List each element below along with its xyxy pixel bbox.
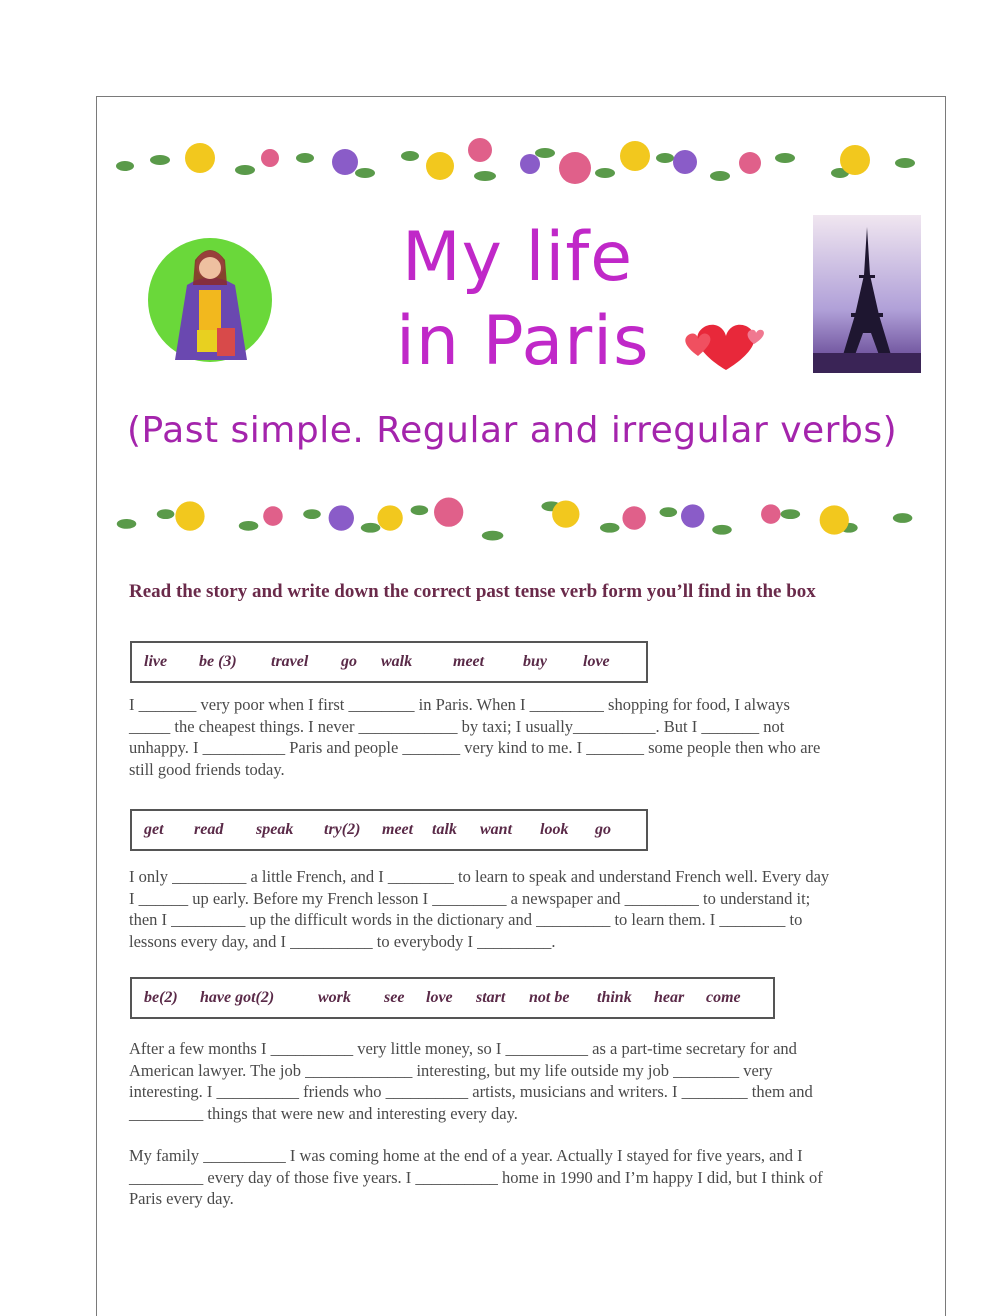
- word-box-item: travel: [271, 653, 309, 670]
- word-box-3: [130, 977, 775, 1019]
- woman-clipart: [147, 230, 273, 375]
- paragraph-line: American lawyer. The job _____________ interesting, but my life outside my job ________ very: [129, 1060, 773, 1080]
- word-box-item: meet: [382, 821, 414, 838]
- paragraph-line: Paris every day.: [129, 1189, 234, 1208]
- paragraph-line: I _______ very poor when I first ________ in Paris. When I _________ shopping for food, I always: [129, 695, 790, 714]
- flower-garland-top: [105, 128, 945, 198]
- word-box-item: have got(2): [200, 989, 275, 1006]
- word-box-item: get: [144, 821, 164, 838]
- title-line-2: in Paris: [396, 302, 650, 381]
- paragraph-3: [129, 1038, 929, 1124]
- paragraph-line: _________ things that were new and interesting every day.: [129, 1103, 518, 1123]
- word-box-item: look: [540, 821, 569, 838]
- paragraph-2: [129, 866, 929, 952]
- hearts-icon: [676, 314, 772, 376]
- word-box-item: be (3): [199, 653, 237, 670]
- word-box-item: want: [480, 821, 513, 838]
- paragraph-line: My family __________ I was coming home at the end of a year. Actually I stayed for five years, and I: [129, 1146, 803, 1165]
- word-box-item: come: [706, 989, 741, 1006]
- paragraph-line: After a few months I __________ very little money, so I __________ as a part-time secretary for and: [129, 1039, 797, 1058]
- flower-garland-graphic-2: [107, 484, 927, 554]
- paragraph-1: [129, 694, 929, 780]
- word-box-item: love: [426, 989, 453, 1006]
- flower-garland-graphic: [105, 128, 945, 198]
- word-box-item: talk: [432, 821, 457, 838]
- paragraph-line: interesting. I __________ friends who __________ artists, musicians and writers. I ________ them and: [129, 1082, 813, 1101]
- word-box-item: try(2): [324, 821, 361, 838]
- word-box-2: [130, 809, 648, 851]
- paragraph-line: I only _________ a little French, and I ________ to learn to speak and understand French well. Every day: [129, 867, 830, 886]
- word-box-item: speak: [256, 821, 294, 838]
- flower-garland-bottom: [107, 484, 927, 554]
- word-box-item: live: [144, 653, 168, 670]
- word-box-item: work: [318, 989, 351, 1006]
- word-box-item: buy: [523, 653, 547, 670]
- word-box-item: meet: [453, 653, 485, 670]
- subtitle: (Past simple. Regular and irregular verbs): [127, 410, 898, 451]
- word-box-item: hear: [654, 989, 685, 1006]
- paragraph-line: _____ the cheapest things. I never ____________ by taxi; I usually__________. But I _______ not: [129, 716, 785, 736]
- eiffel-tower-image: [813, 215, 921, 373]
- word-box-1: [130, 641, 648, 683]
- paragraph-line: _________ every day of those five years. I __________ home in 1990 and I’m happy I did, but I think of: [129, 1167, 823, 1187]
- word-box-item: read: [194, 821, 224, 838]
- word-box-item: not be: [529, 989, 570, 1006]
- word-box-item: walk: [381, 653, 413, 670]
- paragraph-line: then I _________ up the difficult words in the dictionary and _________ to learn them. I ________ to: [129, 910, 803, 929]
- paragraph-line: still good friends today.: [129, 759, 285, 779]
- word-box-item: be(2): [144, 989, 178, 1006]
- word-box-item: go: [341, 653, 357, 670]
- word-box-item: love: [583, 653, 610, 670]
- paragraph-line: I ______ up early. Before my French lesson I _________ a newspaper and _________ to understand it;: [129, 888, 811, 908]
- word-box-item: see: [384, 989, 405, 1006]
- word-box-item: go: [595, 821, 611, 838]
- paragraph-line: lessons every day, and I __________ to everybody I _________.: [129, 931, 556, 951]
- paragraph-line: unhappy. I __________ Paris and people _______ very kind to me. I _______ some people then who are: [129, 738, 821, 757]
- word-box-item: start: [476, 989, 506, 1006]
- word-box-item: think: [597, 989, 632, 1006]
- paragraph-4: [129, 1145, 929, 1210]
- title-line-1: My life: [402, 218, 634, 297]
- instruction-text: Read the story and write down the correct past tense verb form you’ll find in the box: [129, 581, 816, 602]
